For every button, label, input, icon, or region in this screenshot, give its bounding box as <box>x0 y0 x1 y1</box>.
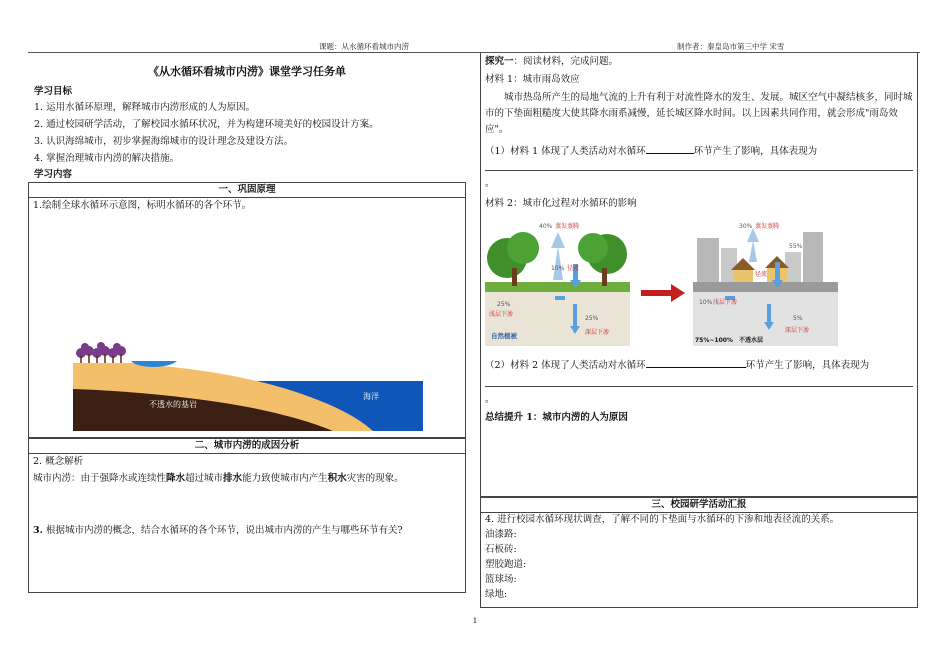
right-caption: 不透水层 <box>739 337 764 344</box>
section-consolidate <box>28 182 466 438</box>
sea-label: 海洋 <box>363 392 379 401</box>
concept-definition: 城市内涝：由于强降水或连续性降水超过城市排水能力致使城市内产生积水灾害的现象。 <box>33 473 404 484</box>
concept-title: 2. 概念解析 <box>33 456 84 467</box>
section-consolidate-title: 一、巩固原理 <box>29 183 465 198</box>
section-cause-analysis-title: 二、城市内涝的成因分析 <box>29 439 465 454</box>
objective-2: 2. 通过校园研学活动，了解校园水循环状况，并为构建环境美好的校园设计方案。 <box>34 119 379 130</box>
left-evap-label: 蒸发蒸腾 <box>555 223 580 230</box>
left-runoff-label: 径流 <box>567 265 580 272</box>
content-heading: 学习内容 <box>34 169 73 180</box>
drawing-task: 1.绘制全球水循环示意图，标明水循环的各个环节。 <box>33 200 252 211</box>
right-evap-label: 蒸发蒸腾 <box>755 223 780 230</box>
section-campus-report-title: 三、校园研学活动汇报 <box>481 498 917 513</box>
transition-arrow <box>641 284 685 302</box>
answer-line-2 <box>485 386 913 387</box>
left-evap-pct: 40% <box>539 223 553 230</box>
right-shallow-label: 浅层下渗 <box>713 299 738 306</box>
campus-task: 4. 进行校园水循环现状调查，了解不同的下垫面与水循环的下渗和地表径流的关系。 <box>485 514 840 525</box>
left-shallow-label: 浅层下渗 <box>489 311 514 318</box>
surface-green-space: 绿地: <box>485 589 508 600</box>
objective-3: 3. 认识海绵城市，初步掌握海绵城市的设计理念及建设方法。 <box>34 136 294 147</box>
left-runoff-pct: 10% <box>551 265 565 272</box>
right-shallow-pct: 10% <box>699 299 713 306</box>
period-1: 。 <box>485 178 495 189</box>
left-deep-pct: 25% <box>585 315 599 322</box>
objective-1: 1. 运用水循环原理，解释城市内涝形成的人为原因。 <box>34 102 256 113</box>
right-deep-label: 深层下渗 <box>785 327 810 334</box>
urbanization-water-cycle-figure <box>485 218 845 350</box>
objective-4: 4. 掌握治理城市内涝的解决措施。 <box>34 153 180 164</box>
right-runoff-label: 径流 <box>755 271 768 278</box>
header-author: 制作者：秦皇岛市第三中学 宋雪 <box>677 42 785 51</box>
page-number: 1 <box>472 616 478 625</box>
period-2: 。 <box>485 394 495 405</box>
explore-block <box>480 52 918 497</box>
surface-asphalt: 油漆路: <box>485 529 517 540</box>
material-1-text: 城市热岛所产生的局地气流的上升有利于对流性降水的发生、发展。城区空气中凝结核多，同时城市的下垫面粗糙度大使其降水雨系减慢，延长城区降水时间。以上因素共同作用，就会形成"雨岛效应"。 <box>485 92 913 135</box>
surface-basketball-court: 篮球场: <box>485 574 517 585</box>
surface-stone-brick: 石板砖: <box>485 544 517 555</box>
left-shallow-pct: 25% <box>497 301 511 308</box>
explore-heading: 探究一：阅读材料，完成问题。 <box>485 56 619 67</box>
page-title: 《从水循环看城市内涝》课堂学习任务单 <box>148 65 346 78</box>
objectives-heading: 学习目标 <box>34 86 73 97</box>
summary-heading: 总结提升 1：城市内涝的人为原因 <box>485 412 628 423</box>
right-evap-pct: 30% <box>739 223 753 230</box>
question-3: 3. 根据城市内涝的概念，结合水循环的各个环节，说出城市内涝的产生与哪些环节有关? <box>33 525 403 536</box>
material-1-title: 材料 1：城市雨岛效应 <box>485 74 580 85</box>
bedrock-label: 不透水的基岩 <box>149 400 197 409</box>
answer-line-1 <box>485 170 913 171</box>
left-deep-label: 深层下渗 <box>585 329 610 336</box>
water-cycle-base-diagram <box>73 339 423 431</box>
right-runoff-pct: 55% <box>789 243 803 250</box>
header-course: 课题：从水循环看城市内涝 <box>319 42 409 51</box>
left-caption: 自然植被 <box>491 332 517 340</box>
section-campus-report <box>480 497 918 608</box>
surface-plastic-track: 塑胶跑道: <box>485 559 527 570</box>
question-2: （2）材料 2 体现了人类活动对水循环 环节产生了影响，具体表现为 <box>485 360 870 371</box>
right-deep-pct: 5% <box>793 315 803 322</box>
question-1: （1）材料 1 体现了人类活动对水循环 环节产生了影响，具体表现为 <box>485 146 818 157</box>
right-caption-pct: 75%~100% <box>695 337 733 344</box>
section-cause-analysis <box>28 438 466 593</box>
material-2-title: 材料 2：城市化过程对水循环的影响 <box>485 198 637 209</box>
